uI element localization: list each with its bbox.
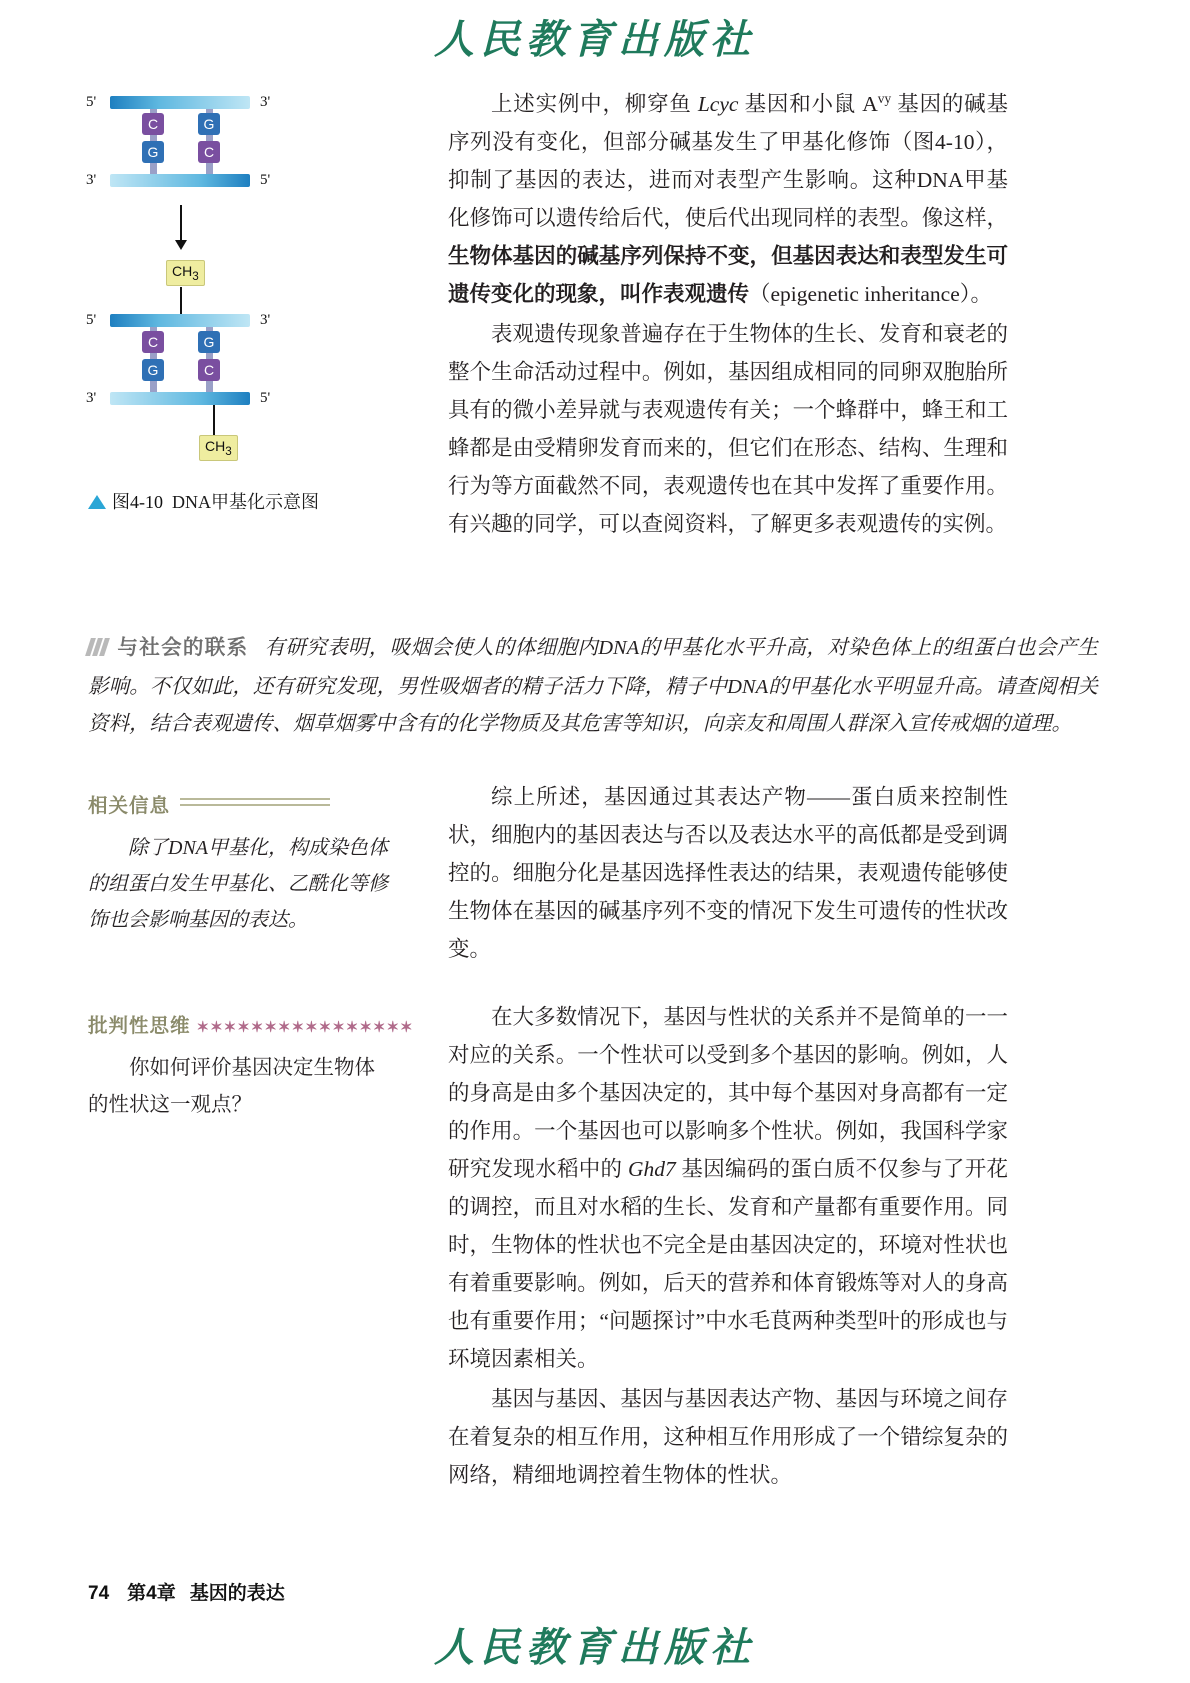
stars-decoration: ✶✶✶✶✶✶✶✶✶✶✶✶✶✶✶✶ (196, 1020, 414, 1036)
label-5prime-top-left: 5' (86, 94, 97, 110)
footer-chapter-title: 基因的表达 (189, 1583, 285, 1604)
related-info-box (88, 790, 388, 938)
society-connection-block (88, 630, 1098, 743)
related-info-title: 相关信息 (88, 790, 388, 818)
right-column-bottom (448, 778, 1008, 1494)
page-number: 74 (88, 1583, 110, 1604)
paragraph-4: 在大多数情况下，基因与性状的关系并不是简单的一一对应的关系。一个性状可以受到多个基因的影响。例如，人的身高是由多个基因决定的，其中每个基因对身高都有一定的作用。一个基因也可以影响多个性状。例如，我国科学家研究发现水稻中的 Ghd7 基因编码的蛋白质不仅参与了开花的调控，而且对水稻的生长、发育和产量都有重要作用。同时，生物体的性状也不完全是由基因决定的，环境对性状也有着重要影响。例如，后天的营养和体育锻炼等对人的身高也有重要作用；“问题探讨”中水毛茛两种类型叶的形成也与环境因素相关。 (448, 1005, 1008, 1371)
label-3prime-top-right-2: 3' (260, 312, 271, 328)
base-c-bottom-right2: C (198, 359, 220, 381)
publisher-logo-top: 人民教育出版社 (434, 17, 756, 62)
strand-bottom-2 (110, 392, 250, 405)
paragraph-5: 基因与基因、基因与基因表达产物、基因与环境之间存在着复杂的相互作用，这种相互作用形成了一个错综复杂的网络，精细地调控着生物体的性状。 (448, 1387, 1008, 1487)
strand-top-2 (110, 174, 250, 187)
ch3-stem-bottom (213, 405, 215, 435)
triangle-icon (88, 495, 106, 509)
ch3-label-bottom: $CH_3$ (199, 435, 238, 461)
figure-number: 图4-10 (112, 492, 163, 512)
society-heading: 与社会的联系 (117, 637, 249, 659)
label-3prime-bottom-left: 3' (86, 172, 97, 188)
base-g-bottom-right: G (198, 331, 220, 353)
critical-thinking-title: 批判性思维 ✶✶✶✶✶✶✶✶✶✶✶✶✶✶✶✶ (88, 1016, 414, 1037)
society-text: 有研究表明，吸烟会使人的体细胞内DNA的甲基化水平升高，对染色体上的组蛋白也会产生影响。不仅如此，还有研究发现，男性吸烟者的精子活力下降，精子中DNA的甲基化水平明显升高。请查阅相关资料，结合表观遗传、烟草烟雾中含有的化学物质及其危害等知识，向亲友和周围人群深入宣传戒烟的道理。 (88, 637, 1099, 735)
label-3prime-top-right: 3' (260, 94, 271, 110)
figure-dna-methylation (86, 80, 408, 458)
paragraph-3: 综上所述，基因通过其表达产物——蛋白质来控制性状，细胞内的基因表达与否以及表达水平的高低都是受到调控的。细胞分化是基因选择性表达的结果，表观遗传能够使生物体在基因的碱基序列不变的情况下发生可遗传的性状改变。 (448, 785, 1008, 961)
base-g-bottom-left2: G (142, 359, 164, 381)
title-rule (180, 798, 330, 806)
paragraph-2: 表观遗传现象普遍存在于生物体的生长、发育和衰老的整个生命活动过程中。例如，基因组成相同的同卵双胞胎所具有的微小差异就与表观遗传有关；一个蜂群中，蜂王和工蜂都是由受精卵发育而来的，但它们在形态、结构、生理和行为等方面截然不同，表观遗传也在其中发挥了重要作用。有兴趣的同学，可以查阅资料，了解更多表观遗传的实例。 (448, 322, 1008, 537)
left-column (88, 80, 408, 514)
publisher-logo-bottom: 人民教育出版社 (434, 1625, 756, 1670)
critical-thinking-text: 你如何评价基因决定生物体的性状这一观点？ (88, 1057, 375, 1116)
bars-icon (88, 632, 109, 669)
base-c-top-left: C (142, 113, 164, 135)
base-c-top-right2: C (198, 141, 220, 163)
ch3-stem-top (180, 287, 182, 317)
base-c-bottom-left: C (142, 331, 164, 353)
transition-arrow-line (180, 205, 182, 243)
footer-chapter: 第4章 (127, 1583, 176, 1604)
transition-arrow-head (175, 240, 187, 250)
ch3-label-top: $CH_3$ (166, 260, 205, 286)
label-5prime-top-left-2: 5' (86, 312, 97, 328)
figure-caption (88, 488, 408, 514)
label-3prime-bottom-left-2: 3' (86, 390, 97, 406)
related-info-text: 除了DNA甲基化，构成染色体的组蛋白发生甲基化、乙酰化等修饰也会影响基因的表达。 (88, 837, 388, 931)
strand-top-1 (110, 96, 250, 109)
page-footer (88, 1578, 285, 1605)
base-g-top-right: G (198, 113, 220, 135)
figure-caption-text: DNA甲基化示意图 (172, 492, 319, 512)
base-g-top-left2: G (142, 141, 164, 163)
critical-thinking-box (88, 1010, 414, 1124)
right-column-top (448, 80, 1008, 543)
label-5prime-bottom-right-2: 5' (260, 390, 271, 406)
strand-bottom-1 (110, 314, 250, 327)
paragraph-1: 上述实例中，柳穿鱼 Lcyc 基因和小鼠 $A^{vy}$ 基因的碱基序列没有变化，但部分碱基发生了甲基化修饰（图4-10），抑制了基因的表达，进而对表型产生影响。这种DNA甲基化修饰可以遗传给后代，使后代出现同样的表型。像这样，生物体基因的碱基序列保持不变，但基因表达和表型发生可遗传变化的现象，叫作表观遗传（epigenetic inheritance）。 (448, 91, 1008, 307)
label-5prime-bottom-right: 5' (260, 172, 271, 188)
